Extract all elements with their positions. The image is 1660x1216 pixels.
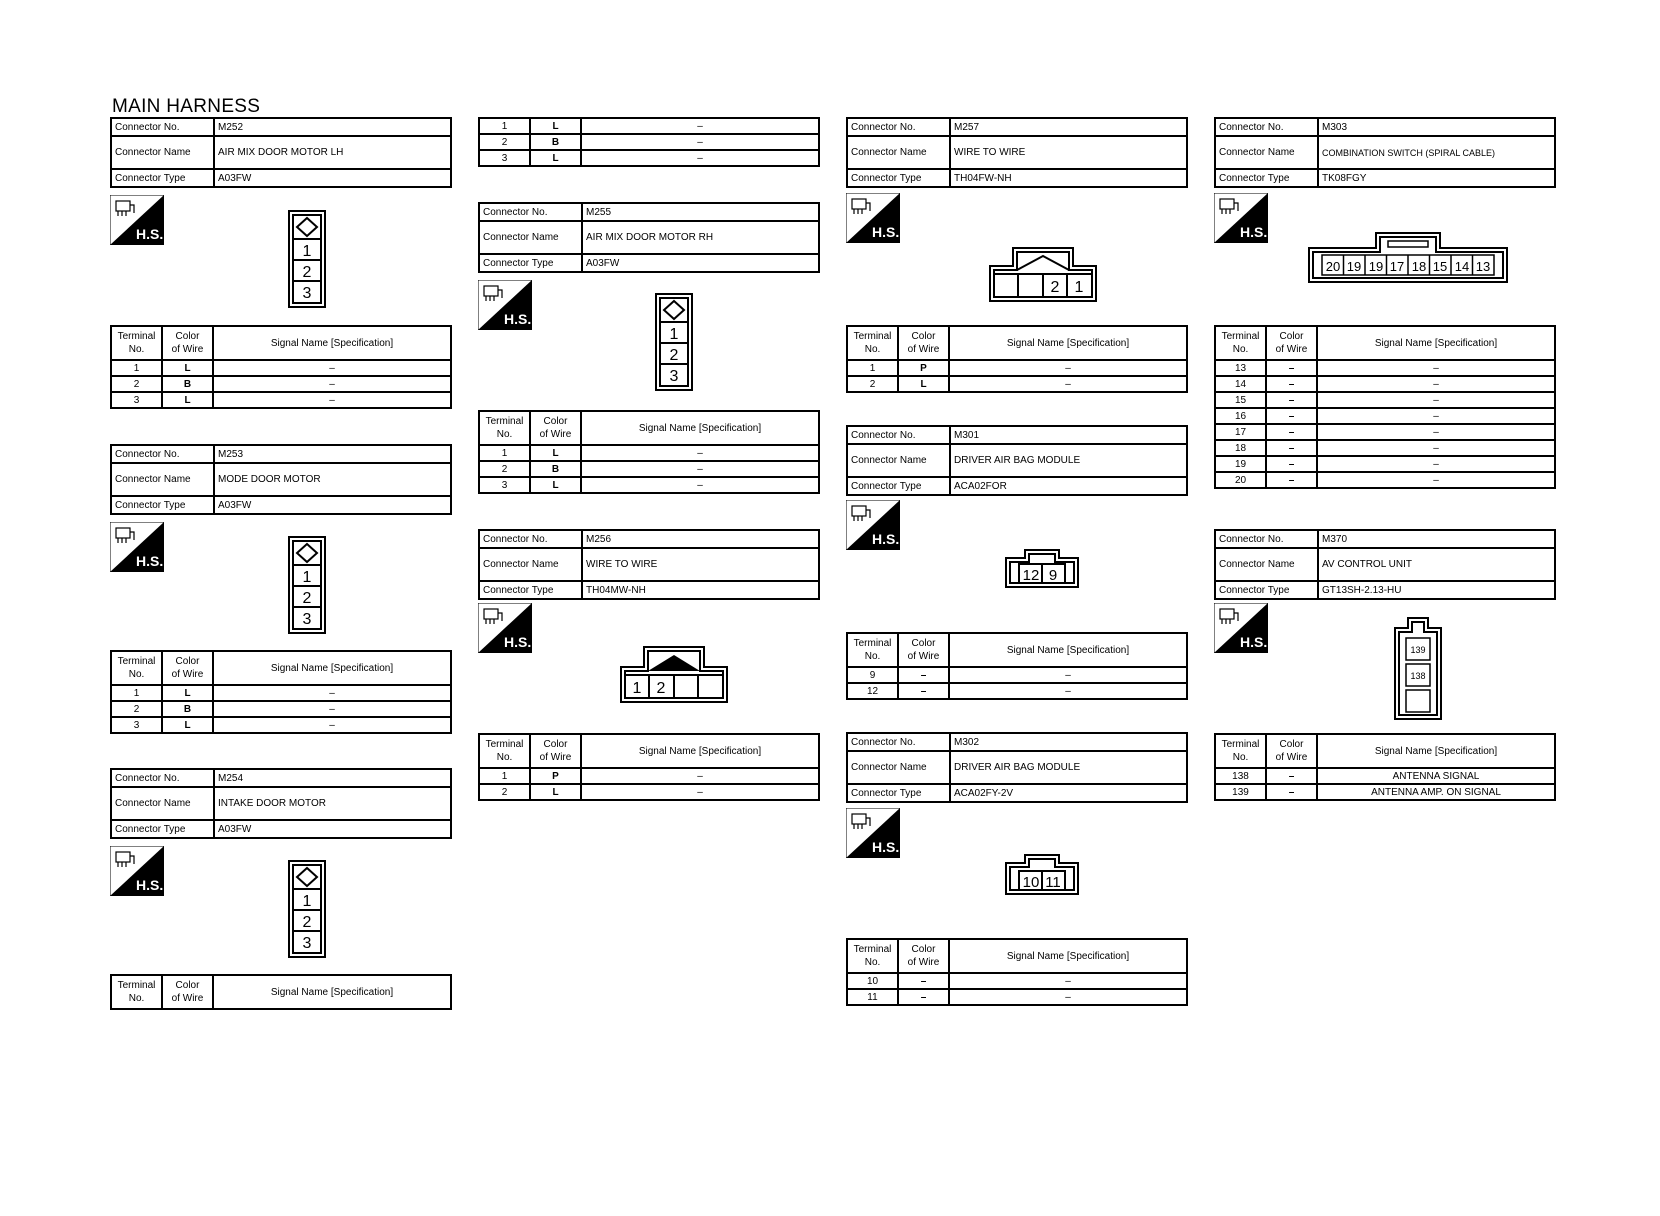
pin-label: 11 [1045, 874, 1061, 891]
hs-label: H.S. [136, 226, 164, 242]
table-row: 19 – – [1215, 456, 1555, 472]
table-row: 11 – – [847, 989, 1187, 1005]
connector-info-table [478, 202, 820, 273]
table-row: 3 L – [479, 150, 819, 166]
header-color-of-wire: Color of Wire [530, 411, 581, 445]
pin-label: 1 [1074, 279, 1084, 296]
header-signal-name: Signal Name [Specification] [949, 633, 1187, 667]
pin-label: 2 [1050, 279, 1060, 296]
header-terminal-no: Terminal No. [479, 734, 530, 768]
table-row: 3 L – [111, 717, 451, 733]
connector-info-table [846, 425, 1188, 496]
harness-side-icon [110, 522, 164, 572]
harness-side-icon [846, 193, 900, 243]
connector-name: AV CONTROL UNIT [1318, 548, 1555, 581]
harness-side-icon [478, 280, 532, 330]
label-connector-no: Connector No. [847, 118, 950, 136]
header-terminal-no: Terminal No. [847, 326, 898, 360]
connector-name: AIR MIX DOOR MOTOR LH [214, 136, 451, 169]
connector-face-diagram [1308, 231, 1508, 283]
pin-label: 1 [302, 569, 312, 586]
label-connector-no: Connector No. [847, 426, 950, 444]
table-row: 3 L – [111, 392, 451, 408]
terminal-table [478, 733, 820, 801]
hs-label: H.S. [504, 311, 532, 327]
label-connector-no: Connector No. [479, 530, 582, 548]
connector-info-table [110, 117, 452, 188]
header-signal-name: Signal Name [Specification] [581, 411, 819, 445]
pin-label: 138 [1410, 671, 1426, 681]
header-color-of-wire: Color of Wire [162, 326, 213, 360]
header-signal-name: Signal Name [Specification] [213, 975, 451, 1009]
connector-name: WIRE TO WIRE [582, 548, 819, 581]
terminal-table [110, 974, 452, 1010]
label-connector-type: Connector Type [111, 169, 214, 187]
pin-label: 1 [302, 893, 312, 910]
table-row: 12 – – [847, 683, 1187, 699]
label-connector-name: Connector Name [111, 463, 214, 496]
connector-face-diagram [1005, 853, 1079, 895]
pin-label: 2 [656, 680, 666, 697]
hs-label: H.S. [872, 839, 900, 855]
pin-label: 14 [1454, 259, 1470, 274]
hs-label: H.S. [872, 224, 900, 240]
label-connector-no: Connector No. [1215, 530, 1318, 548]
pin-label: 13 [1475, 259, 1491, 274]
header-terminal-no: Terminal No. [1215, 326, 1266, 360]
table-row: 1 L – [479, 118, 819, 134]
connector-name: COMBINATION SWITCH (SPIRAL CABLE) [1318, 136, 1555, 169]
label-connector-type: Connector Type [1215, 581, 1318, 599]
label-connector-type: Connector Type [111, 820, 214, 838]
label-connector-no: Connector No. [111, 445, 214, 463]
table-row: 2 B – [111, 376, 451, 392]
label-connector-no: Connector No. [111, 118, 214, 136]
pin-label: 3 [302, 611, 312, 628]
label-connector-type: Connector Type [847, 169, 950, 187]
header-terminal-no: Terminal No. [847, 633, 898, 667]
label-connector-no: Connector No. [847, 733, 950, 751]
terminal-table [1214, 733, 1556, 801]
pin-label: 9 [1048, 567, 1058, 584]
label-connector-name: Connector Name [479, 221, 582, 254]
pin-label: 12 [1022, 567, 1040, 584]
connector-no: M252 [214, 118, 451, 136]
table-row: 2 L – [847, 376, 1187, 392]
connector-type: A03FW [214, 496, 451, 514]
pin-label: 139 [1410, 645, 1426, 655]
harness-side-icon [478, 603, 532, 653]
connector-info-table [110, 444, 452, 515]
terminal-table [110, 325, 452, 409]
harness-side-icon [1214, 603, 1268, 653]
connector-info-table [846, 117, 1188, 188]
connector-name: AIR MIX DOOR MOTOR RH [582, 221, 819, 254]
label-connector-type: Connector Type [1215, 169, 1318, 187]
header-terminal-no: Terminal No. [1215, 734, 1266, 768]
connector-type: TH04FW-NH [950, 169, 1187, 187]
hs-label: H.S. [136, 877, 164, 893]
connector-face-diagram [288, 536, 326, 634]
terminal-table [478, 410, 820, 494]
pin-label: 15 [1432, 259, 1448, 274]
table-row: 10 – – [847, 973, 1187, 989]
connector-face-diagram [1394, 616, 1442, 720]
harness-side-icon [846, 500, 900, 550]
header-color-of-wire: Color of Wire [1266, 734, 1317, 768]
label-connector-name: Connector Name [847, 136, 950, 169]
label-connector-name: Connector Name [1215, 548, 1318, 581]
header-terminal-no: Terminal No. [111, 975, 162, 1009]
label-connector-name: Connector Name [111, 787, 214, 820]
hs-label: H.S. [1240, 224, 1268, 240]
header-signal-name: Signal Name [Specification] [213, 651, 451, 685]
connector-no: M255 [582, 203, 819, 221]
label-connector-type: Connector Type [479, 581, 582, 599]
table-row: 16 – – [1215, 408, 1555, 424]
connector-name: INTAKE DOOR MOTOR [214, 787, 451, 820]
page-title: MAIN HARNESS [112, 96, 261, 117]
table-row: 1 L – [111, 360, 451, 376]
connector-info-table [478, 529, 820, 600]
table-row: 2 L – [479, 784, 819, 800]
table-row: 2 B – [111, 701, 451, 717]
table-row: 139 – ANTENNA AMP. ON SIGNAL [1215, 784, 1555, 800]
label-connector-type: Connector Type [847, 477, 950, 495]
pin-label: 18 [1411, 259, 1427, 274]
connector-face-diagram [620, 645, 728, 703]
connector-info-table [110, 768, 452, 839]
pin-label: 2 [302, 590, 312, 607]
table-row: 3 L – [479, 477, 819, 493]
label-connector-name: Connector Name [1215, 136, 1318, 169]
connector-face-diagram [288, 860, 326, 958]
label-connector-name: Connector Name [479, 548, 582, 581]
connector-type: ACA02FOR [950, 477, 1187, 495]
terminal-table [110, 650, 452, 734]
header-signal-name: Signal Name [Specification] [949, 326, 1187, 360]
pin-label: 10 [1022, 874, 1040, 891]
harness-side-icon [1214, 193, 1268, 243]
header-color-of-wire: Color of Wire [898, 939, 949, 973]
pin-label: 2 [302, 264, 312, 281]
hs-label: H.S. [872, 531, 900, 547]
table-row: 14 – – [1215, 376, 1555, 392]
label-connector-name: Connector Name [111, 136, 214, 169]
header-color-of-wire: Color of Wire [898, 326, 949, 360]
harness-side-icon [846, 808, 900, 858]
pin-label: 19 [1368, 259, 1384, 274]
terminal-table [846, 325, 1188, 393]
header-signal-name: Signal Name [Specification] [1317, 734, 1555, 768]
table-row: 2 B – [479, 134, 819, 150]
connector-no: M254 [214, 769, 451, 787]
hs-label: H.S. [136, 553, 164, 569]
header-terminal-no: Terminal No. [479, 411, 530, 445]
header-signal-name: Signal Name [Specification] [1317, 326, 1555, 360]
connector-no: M303 [1318, 118, 1555, 136]
header-color-of-wire: Color of Wire [530, 734, 581, 768]
pin-label: 3 [669, 368, 679, 385]
table-row: 1 L – [479, 445, 819, 461]
pin-label: 1 [302, 243, 312, 260]
header-terminal-no: Terminal No. [111, 326, 162, 360]
pin-label: 1 [669, 326, 679, 343]
terminal-table [846, 938, 1188, 1006]
connector-type: A03FW [582, 254, 819, 272]
pin-label: 19 [1346, 259, 1362, 274]
pin-label: 3 [302, 285, 312, 302]
header-color-of-wire: Color of Wire [1266, 326, 1317, 360]
table-row: 1 L – [111, 685, 451, 701]
connector-type: GT13SH-2.13-HU [1318, 581, 1555, 599]
pin-label: 2 [669, 347, 679, 364]
connector-no: M302 [950, 733, 1187, 751]
connector-type: A03FW [214, 169, 451, 187]
header-color-of-wire: Color of Wire [162, 975, 213, 1009]
connector-name: DRIVER AIR BAG MODULE [950, 444, 1187, 477]
connector-name: MODE DOOR MOTOR [214, 463, 451, 496]
harness-side-icon [110, 846, 164, 896]
connector-type: TH04MW-NH [582, 581, 819, 599]
connector-info-table [846, 732, 1188, 803]
connector-no: M253 [214, 445, 451, 463]
table-row: 2 B – [479, 461, 819, 477]
terminal-table [846, 632, 1188, 700]
connector-no: M256 [582, 530, 819, 548]
header-color-of-wire: Color of Wire [898, 633, 949, 667]
table-row: 138 – ANTENNA SIGNAL [1215, 768, 1555, 784]
table-row: 1 P – [847, 360, 1187, 376]
label-connector-no: Connector No. [479, 203, 582, 221]
connector-face-diagram [1005, 548, 1079, 588]
label-connector-name: Connector Name [847, 751, 950, 784]
label-connector-no: Connector No. [111, 769, 214, 787]
connector-face-diagram [288, 210, 326, 308]
connector-no: M301 [950, 426, 1187, 444]
header-signal-name: Signal Name [Specification] [213, 326, 451, 360]
header-color-of-wire: Color of Wire [162, 651, 213, 685]
table-row: 15 – – [1215, 392, 1555, 408]
connector-name: DRIVER AIR BAG MODULE [950, 751, 1187, 784]
table-row: 17 – – [1215, 424, 1555, 440]
hs-label: H.S. [1240, 634, 1268, 650]
header-terminal-no: Terminal No. [111, 651, 162, 685]
hs-label: H.S. [504, 634, 532, 650]
label-connector-no: Connector No. [1215, 118, 1318, 136]
header-terminal-no: Terminal No. [847, 939, 898, 973]
pin-label: 17 [1389, 259, 1405, 274]
connector-no: M257 [950, 118, 1187, 136]
connector-info-table [1214, 529, 1556, 600]
pin-label: 20 [1325, 259, 1341, 274]
label-connector-type: Connector Type [847, 784, 950, 802]
connector-face-diagram [655, 293, 693, 391]
table-row: 13 – – [1215, 360, 1555, 376]
connector-type: A03FW [214, 820, 451, 838]
connector-face-diagram [989, 246, 1097, 302]
pin-label: 2 [302, 914, 312, 931]
label-connector-type: Connector Type [479, 254, 582, 272]
terminal-table [1214, 325, 1556, 489]
connector-type: TK08FGY [1318, 169, 1555, 187]
connector-info-table [1214, 117, 1556, 188]
table-row: 18 – – [1215, 440, 1555, 456]
connector-no: M370 [1318, 530, 1555, 548]
label-connector-name: Connector Name [847, 444, 950, 477]
label-connector-type: Connector Type [111, 496, 214, 514]
pin-label: 1 [632, 680, 642, 697]
pin-label: 3 [302, 935, 312, 952]
terminal-table-continued [478, 117, 820, 167]
table-row: 20 – – [1215, 472, 1555, 488]
table-row: 1 P – [479, 768, 819, 784]
table-row: 9 – – [847, 667, 1187, 683]
header-signal-name: Signal Name [Specification] [581, 734, 819, 768]
header-signal-name: Signal Name [Specification] [949, 939, 1187, 973]
connector-type: ACA02FY-2V [950, 784, 1187, 802]
connector-name: WIRE TO WIRE [950, 136, 1187, 169]
harness-side-icon [110, 195, 164, 245]
